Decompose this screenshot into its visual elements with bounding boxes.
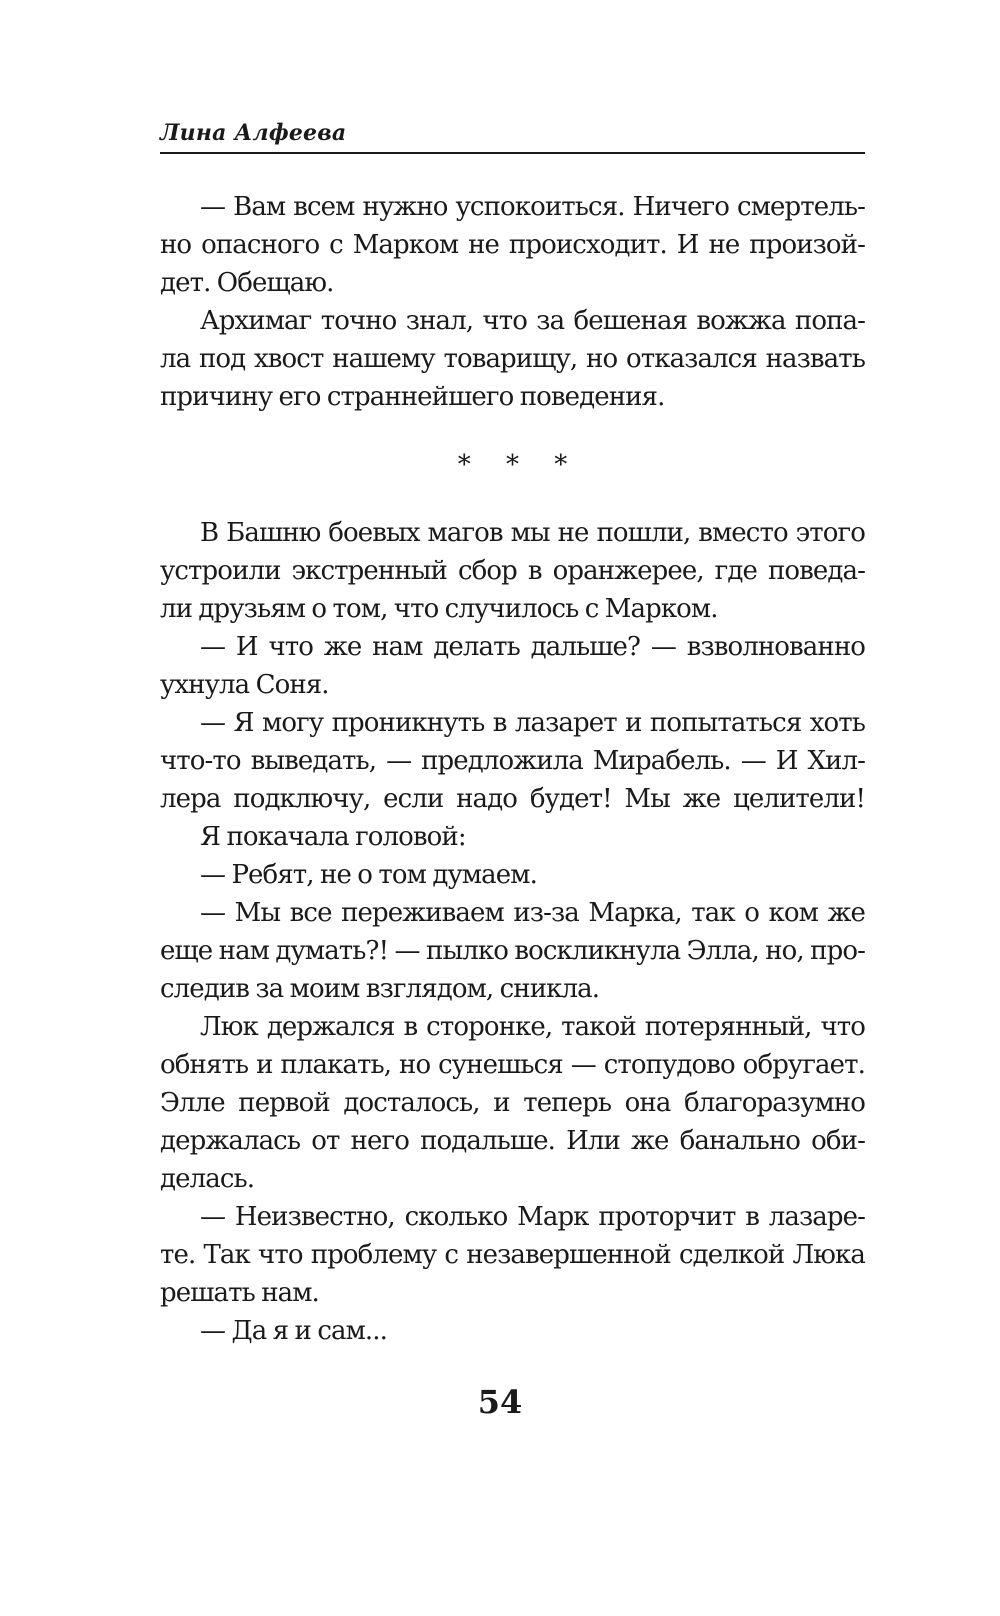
author-name: Лина Алфеева (160, 120, 347, 146)
page-body (160, 188, 865, 1350)
text-line: ухнула Соня. (160, 670, 329, 700)
text-line: обнять и плакать, но сунешься — стопудово обругает. (160, 1050, 865, 1080)
text-line: ла под хвост нашему товарищу, но отказался назвать (160, 344, 865, 374)
text-line: Архимаг точно знал, что за бешеная вожжа попа- (200, 306, 865, 336)
text-line: что-то выведать, — предложила Мирабель. — И Хил- (160, 746, 865, 776)
text-line: — Неизвестно, сколько Марк проторчит в лазаре- (200, 1202, 865, 1232)
text-line: ли друзьям о том, что случилось с Марком. (160, 594, 718, 624)
text-line: следив за моим взглядом, сникла. (160, 974, 600, 1004)
text-line: В Башню боевых магов мы не пошли, вместо этого (200, 518, 865, 548)
text-line: еще нам думать?! — пылко воскликнула Элла, но, про- (160, 936, 865, 966)
text-line: — Мы все переживаем из-за Марка, так о ком же (200, 898, 865, 928)
text-line: решать нам. (160, 1278, 319, 1308)
text-line: — Я могу проникнуть в лазарет и попытаться хоть (200, 708, 865, 738)
text-line: дет. Обещаю. (160, 268, 334, 298)
text-line: устроили экстренный сбор в оранжерее, где поведа- (160, 556, 865, 586)
text-line: держалась от него подальше. Или же банально оби- (160, 1126, 865, 1156)
text-line: те. Так что проблему с незавершенной сделкой Люка (160, 1240, 865, 1270)
text-line: лера подключу, если надо будет! Мы же целители! (160, 784, 865, 814)
text-line: — И что же нам делать дальше? — взволнованно (200, 632, 865, 662)
text-line: Я покачала головой: (200, 822, 466, 852)
text-line: — Ребят, не о том думаем. (200, 860, 537, 890)
text-line: но опасного с Марком не происходит. И не произой- (160, 230, 865, 260)
text-line: делась. (160, 1164, 255, 1194)
text-line: — Вам всем нужно успокоиться. Ничего смертель- (200, 192, 865, 222)
text-line: причину его страннейшего поведения. (160, 382, 665, 412)
page-number: 54 (477, 1383, 523, 1421)
text-line: — Да я и сам... (200, 1316, 388, 1346)
section-separator: * * * (457, 450, 582, 480)
text-line: Люк держался в сторонке, такой потерянный, что (200, 1012, 865, 1042)
text-line: Элле первой досталось, и теперь она благоразумно (160, 1088, 865, 1118)
running-header (160, 120, 865, 154)
